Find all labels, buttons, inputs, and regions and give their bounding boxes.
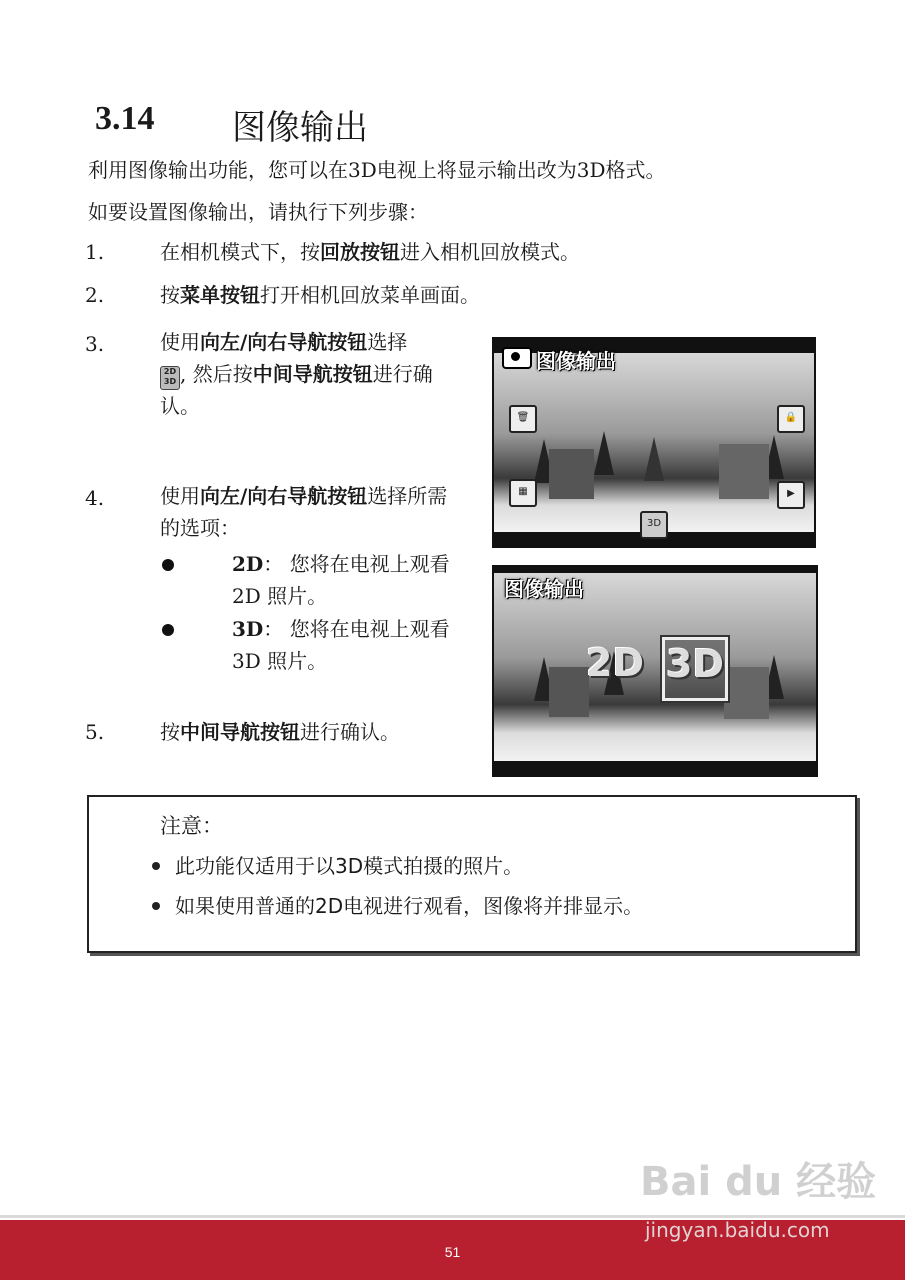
option-2d-icon: 2D (586, 641, 644, 685)
lock-icon: 🔒 (777, 405, 805, 433)
step-2-number: 2. (85, 283, 105, 307)
page-number: 51 (444, 1244, 461, 1260)
bullet-2d (162, 559, 174, 571)
step-1-number: 1. (85, 240, 105, 264)
screen1-title: 图像输出 (536, 349, 616, 373)
section-number: 3.14 (95, 100, 155, 137)
note-bullet-1 (152, 862, 160, 870)
option-3d-icon-selected: 3D (662, 637, 728, 701)
step-4-number: 4. (85, 486, 105, 510)
bullet-3d (162, 624, 174, 636)
step-5-text: 按中间导航按钮进行确认。 (160, 720, 400, 744)
option-3d: 3D： 您将在电视上观看 3D 照片。 (232, 617, 450, 673)
watermark-logo: Bai du 经验 (640, 1159, 877, 1205)
playback-icon: ▶ (777, 481, 805, 509)
note-title: 注意： (160, 814, 223, 838)
note-bullet-2 (152, 902, 160, 910)
note-item-2: 如果使用普通的2D电视进行观看，图像将并排显示。 (175, 894, 644, 918)
playback-menu-screenshot (492, 337, 816, 548)
2d3d-icon: 3D (640, 511, 668, 539)
intro-line-2: 如要设置图像输出，请执行下列步骤： (88, 200, 428, 224)
screen2-title: 图像输出 (504, 577, 584, 601)
step-3-text: 使用向左/向右导航按钮选择 2D 3D , 然后按中间导航按钮进行确认。 (160, 330, 433, 418)
camera-icon (502, 347, 532, 369)
step-5-number: 5. (85, 720, 105, 744)
2d3d-icon: 2D 3D (160, 366, 180, 390)
option-2d: 2D： 您将在电视上观看 2D 照片。 (232, 552, 450, 608)
note-item-1: 此功能仅适用于以3D模式拍摄的照片。 (175, 854, 524, 878)
step-2-text: 按菜单按钮打开相机回放菜单画面。 (160, 283, 480, 307)
watermark-url: jingyan.baidu.com (645, 1218, 830, 1242)
step-4-text: 使用向左/向右导航按钮选择所需的选项： (160, 484, 448, 540)
section-title: 图像输出 (232, 108, 368, 148)
step-3-number: 3. (85, 332, 105, 356)
intro-line-1: 利用图像输出功能，您可以在3D电视上将显示输出改为3D格式。 (88, 158, 666, 182)
trash-icon: 🗑 (509, 405, 537, 433)
step-1-text: 在相机模式下，按回放按钮进入相机回放模式。 (160, 240, 580, 264)
slideshow-icon: ▦ (509, 479, 537, 507)
image-output-screenshot (492, 565, 818, 777)
